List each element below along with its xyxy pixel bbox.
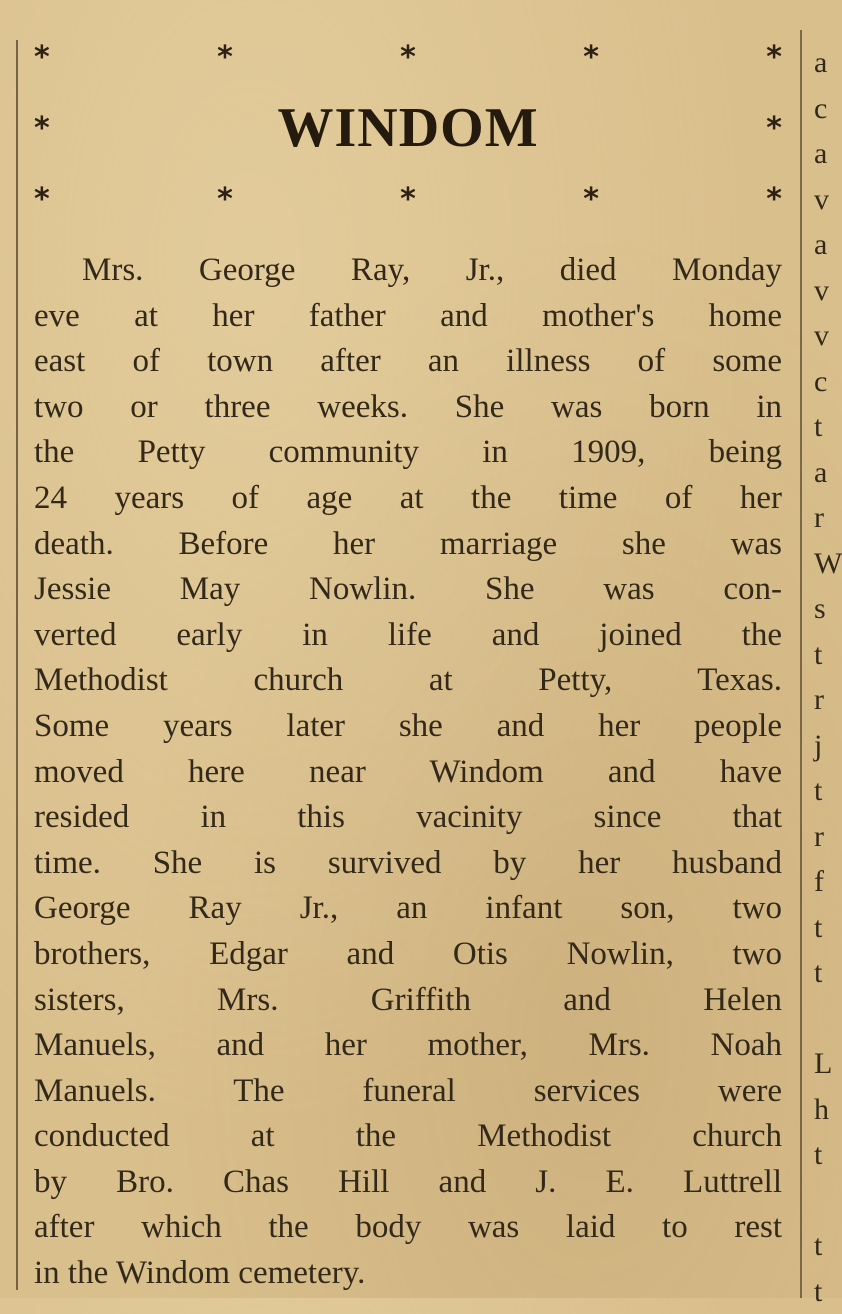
adjacent-column-letter: v	[814, 177, 834, 223]
adjacent-column-letter: a	[814, 131, 834, 177]
adjacent-column-letter	[814, 1178, 834, 1224]
adjacent-column-letter: j	[814, 723, 834, 769]
star-icon: *	[34, 40, 50, 75]
adjacent-column-letter: t	[814, 632, 834, 678]
adjacent-column-letter: a	[814, 450, 834, 496]
article-body	[34, 248, 782, 1297]
adjacent-column-letter: t	[814, 1132, 834, 1178]
article-line: Manuels. The funeral services were	[34, 1069, 782, 1115]
column-rule-left	[16, 40, 18, 1290]
column-rule-right	[800, 30, 802, 1298]
star-icon: *	[400, 182, 416, 217]
article-line: George Ray Jr., an infant son, two	[34, 886, 782, 932]
star-icon: *	[766, 111, 782, 146]
star-icon: *	[217, 40, 233, 75]
adjacent-column-letter: s	[814, 586, 834, 632]
article-line: brothers, Edgar and Otis Nowlin, two	[34, 932, 782, 978]
star-ornament-bottom	[34, 178, 782, 220]
article-line: moved here near Windom and have	[34, 750, 782, 796]
star-icon: *	[34, 111, 50, 146]
article-line: 24 years of age at the time of her	[34, 476, 782, 522]
adjacent-column-fragment	[814, 40, 834, 1314]
adjacent-column-letter: f	[814, 859, 834, 905]
adjacent-column-letter: r	[814, 814, 834, 860]
article-line: Some years later she and her people	[34, 704, 782, 750]
article-line: after which the body was laid to rest	[34, 1205, 782, 1251]
adjacent-column-letter: t	[814, 905, 834, 951]
adjacent-column-letter: W	[814, 541, 834, 587]
adjacent-column-letter: r	[814, 677, 834, 723]
adjacent-column-letter: v	[814, 268, 834, 314]
star-icon: *	[217, 182, 233, 217]
star-icon: *	[766, 40, 782, 75]
adjacent-column-letter: L	[814, 1041, 834, 1087]
article-line: time. She is survived by her husband	[34, 841, 782, 887]
star-ornament-top	[34, 36, 782, 78]
article-line: verted early in life and joined the	[34, 613, 782, 659]
article-line: Jessie May Nowlin. She was con-	[34, 567, 782, 613]
article-line: sisters, Mrs. Griffith and Helen	[34, 978, 782, 1024]
headline-row	[34, 78, 782, 178]
article-line: death. Before her marriage she was	[34, 522, 782, 568]
adjacent-column-letter: t	[814, 404, 834, 450]
article-line: resided in this vacinity since that	[34, 795, 782, 841]
star-icon: *	[400, 40, 416, 75]
article-line: conducted at the Methodist church	[34, 1114, 782, 1160]
news-article	[34, 36, 782, 1297]
adjacent-column-letter: r	[814, 495, 834, 541]
star-icon: *	[583, 182, 599, 217]
adjacent-column-letter: t	[814, 1269, 834, 1314]
adjacent-column-letter: h	[814, 1087, 834, 1133]
article-line: east of town after an illness of some	[34, 339, 782, 385]
headline: WINDOM	[50, 96, 767, 160]
adjacent-column-letter: v	[814, 313, 834, 359]
adjacent-column-letter: t	[814, 1223, 834, 1269]
star-icon: *	[766, 182, 782, 217]
article-line: by Bro. Chas Hill and J. E. Luttrell	[34, 1160, 782, 1206]
article-line: Mrs. George Ray, Jr., died Monday	[34, 248, 782, 294]
article-line: in the Windom cemetery.	[34, 1251, 782, 1297]
article-line: Manuels, and her mother, Mrs. Noah	[34, 1023, 782, 1069]
adjacent-column-letter: c	[814, 359, 834, 405]
article-line: eve at her father and mother's home	[34, 294, 782, 340]
adjacent-column-letter: c	[814, 86, 834, 132]
adjacent-column-letter: a	[814, 40, 834, 86]
adjacent-column-letter: a	[814, 222, 834, 268]
adjacent-column-letter: t	[814, 768, 834, 814]
adjacent-column-letter	[814, 996, 834, 1042]
star-icon: *	[34, 182, 50, 217]
article-line: Methodist church at Petty, Texas.	[34, 658, 782, 704]
article-line: the Petty community in 1909, being	[34, 430, 782, 476]
star-icon: *	[583, 40, 599, 75]
article-line: two or three weeks. She was born in	[34, 385, 782, 431]
adjacent-column-letter: t	[814, 950, 834, 996]
